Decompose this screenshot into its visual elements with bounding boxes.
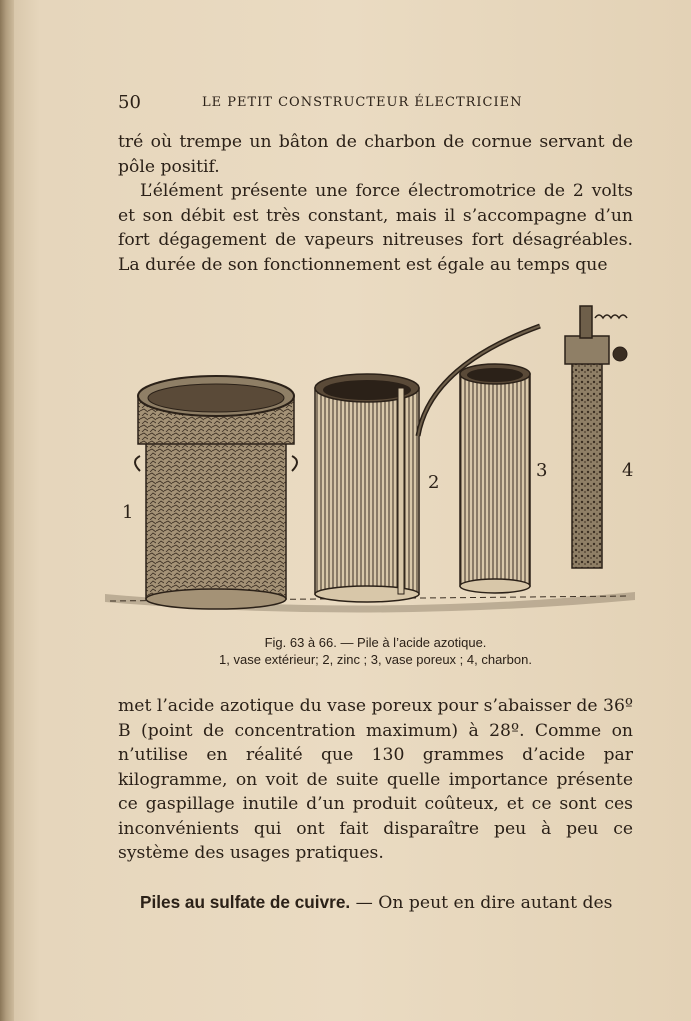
paragraph-continued: tré où trempe un bâton de charbon de cornue servant de pôle positif. (118, 132, 633, 177)
running-title: LE PETIT CONSTRUCTEUR ÉLECTRICIEN (202, 95, 523, 110)
porous-vase (460, 364, 530, 593)
figure-label-2: 2 (428, 472, 440, 493)
paragraph-acid: met l’acide azotique du vase poreux pour s’abaisser de 36º B (point de concentration maximum) à 28º. Comme on n’utilise en réalité que 130 grammes d’acide par kilogramme, on voit de suite quelle importance présente ce gaspillage inutile d’un produit coûteux, et ce sont ces inconvénients qui ont fait disparaître peu à peu ce système des usages pratiques. (118, 696, 633, 863)
section-start (118, 890, 633, 916)
top-text (118, 130, 633, 277)
paragraph-element: L’élément présente une force électromotrice de 2 volts et son débit est très constant, mais il s’accompagne d’un fort dégagement de vapeurs nitreuses fort désagréables. La durée de son fonctionnement est égale au temps que (118, 181, 633, 275)
section-heading: Piles au sulfate de cuivre. (140, 892, 351, 912)
figure-caption-title: Fig. 63 à 66. — Pile à l’acide azotique. (264, 635, 487, 650)
page-header (118, 92, 633, 116)
battery-illustration (100, 296, 645, 626)
figure-label-4: 4 (622, 460, 634, 481)
bottom-text (118, 694, 633, 866)
outer-vase (135, 376, 297, 609)
figure-label-1: 1 (122, 502, 134, 523)
figure-caption-legend: 1, vase extérieur; 2, zinc ; 3, vase poreux ; 4, charbon. (219, 652, 532, 667)
section-paragraph (118, 890, 633, 916)
figure-label-3: 3 (536, 460, 548, 481)
carbon-rod (565, 306, 627, 568)
figure-illustration (100, 296, 645, 626)
section-text: — On peut en dire autant des (350, 893, 613, 913)
book-spine (0, 0, 14, 1021)
page-number: 50 (118, 92, 141, 113)
